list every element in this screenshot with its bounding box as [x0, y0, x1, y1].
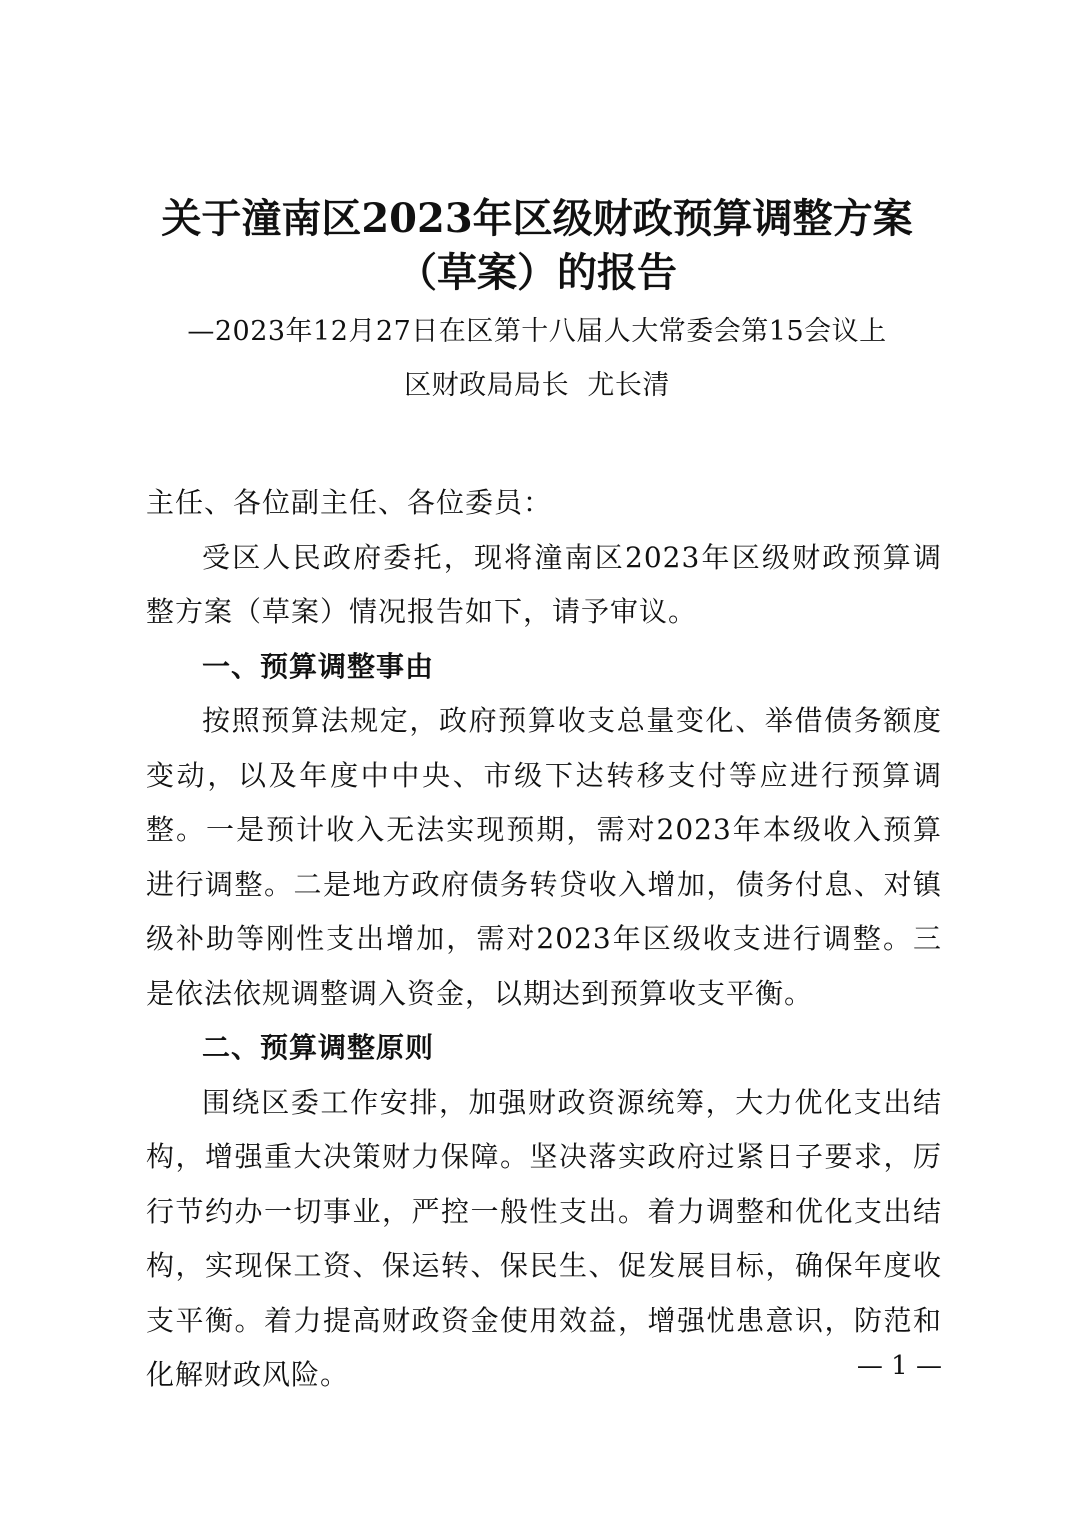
intro-paragraph: 受区人民政府委托，现将潼南区2023年区级财政预算调整方案（草案）情况报告如下，请予审议。: [146, 540, 942, 628]
speaker-line: 区财政局局长 尤长清: [404, 370, 670, 401]
report-title-line2: （草案）的报告: [397, 249, 677, 296]
meeting-subtitle: —2023年12月27日在区第十八届人大常委会第15会议上: [187, 316, 887, 347]
salutation: 主任、各位副主任、各位委员：: [146, 486, 553, 519]
section-heading-1: 一、预算调整事由: [202, 649, 435, 683]
report-title-line1: 关于潼南区2023年区级财政预算调整方案: [161, 195, 913, 242]
section-paragraph-1: 按照预算法规定，政府预算收支总量变化、举借债务额度变动，以及年度中中央、市级下达转移支付等应进行预算调整。一是预计收入无法实现预期，需对2023年本级收入预算进行调整。二是地方政府债务转贷收入增加，债务付息、对镇级补助等刚性支出增加，需对2023年区级收支进行调整。三是依法依规调整调入资金，以期达到预算收支平衡。: [146, 704, 942, 1010]
section-paragraph-2: 围绕区委工作安排，加强财政资源统筹，大力优化支出结构，增强重大决策财力保障。坚决落实政府过紧日子要求，厉行节约办一切事业，严控一般性支出。着力调整和优化支出结构，实现保工资、保运转、保民生、促发展目标，确保年度收支平衡。着力提高财政资金使用效益，增强忧患意识，防范和化解财政风险。: [146, 1085, 942, 1391]
page-number: — 1 —: [856, 1351, 942, 1381]
section-heading-2: 二、预算调整原则: [202, 1031, 435, 1064]
report-body: [146, 476, 942, 1403]
